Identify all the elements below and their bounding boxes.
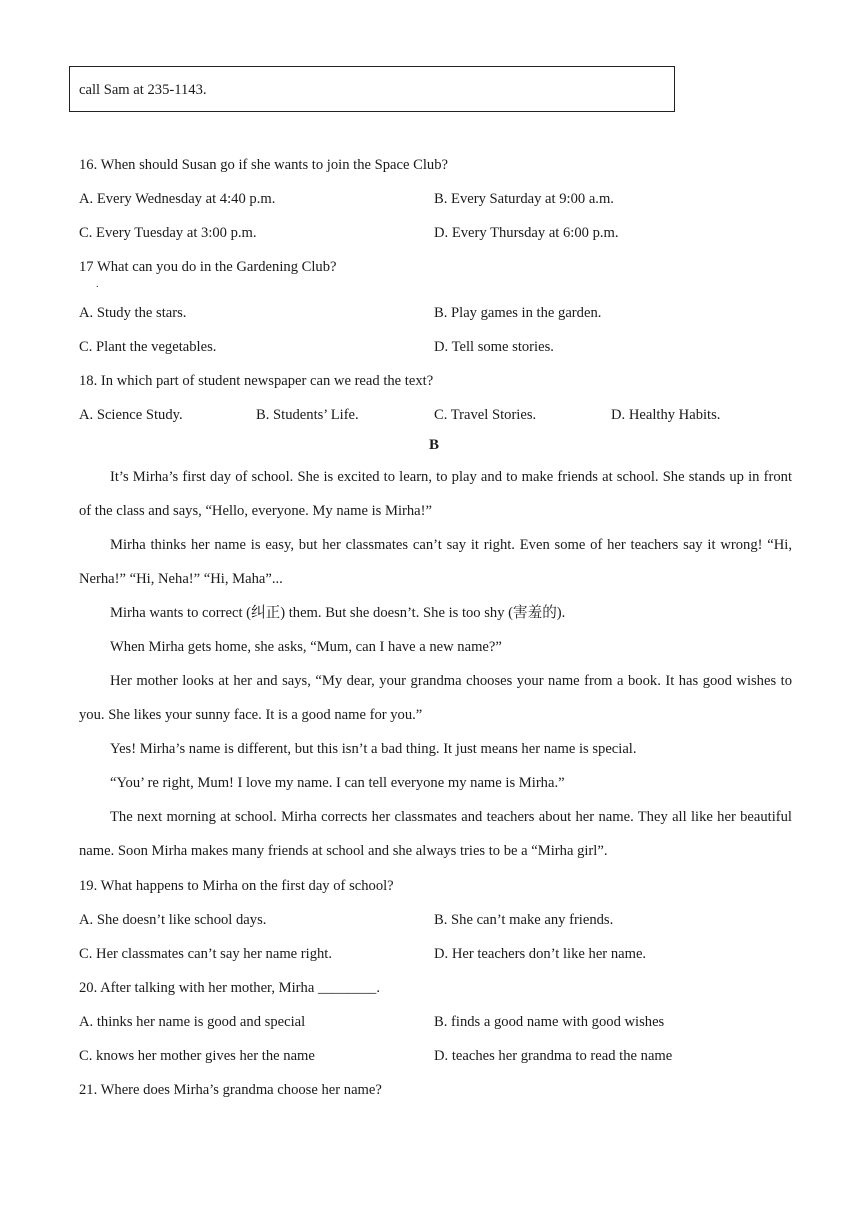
- q20-option-a: A. thinks her name is good and special: [79, 1014, 306, 1030]
- question-17: 17 What can you do in the Gardening Club?: [79, 259, 337, 275]
- section-b-title: B: [428, 437, 439, 453]
- q16-option-b: B. Every Saturday at 9:00 a.m.: [434, 191, 614, 207]
- q18-option-b: B. Students’ Life.: [256, 407, 359, 423]
- notice-box: [69, 66, 675, 112]
- q16-option-a: A. Every Wednesday at 4:40 p.m.: [79, 191, 276, 207]
- q19-option-a: A. She doesn’t like school days.: [79, 912, 267, 928]
- q18-option-d: D. Healthy Habits.: [611, 407, 721, 423]
- q16-option-c: C. Every Tuesday at 3:00 p.m.: [79, 225, 257, 241]
- q17-option-c: C. Plant the vegetables.: [79, 339, 217, 355]
- passage-paragraph-1: It’s Mirha’s first day of school. She is excited to learn, to play and to make friends at school. She stands up in front of the class and says, “Hello, everyone. My name is Mirha!”: [79, 469, 792, 519]
- q19-option-c: C. Her classmates can’t say her name right.: [79, 946, 333, 962]
- q20-option-b: B. finds a good name with good wishes: [434, 1014, 665, 1030]
- passage-paragraph-8: The next morning at school. Mirha corrects her classmates and teachers about her name. They all like her beautiful name. Soon Mirha makes many friends at school and she always tries to be a “Mirha girl”.: [79, 809, 792, 859]
- passage-paragraph-7: “You’ re right, Mum! I love my name. I can tell everyone my name is Mirha.”: [110, 775, 565, 791]
- q19-option-b: B. She can’t make any friends.: [434, 912, 614, 928]
- question-18: 18. In which part of student newspaper can we read the text?: [79, 373, 434, 389]
- stray-mark: .: [96, 279, 99, 290]
- passage-paragraph-6: Yes! Mirha’s name is different, but this isn’t a bad thing. It just means her name is special.: [110, 741, 637, 757]
- q17-option-b: B. Play games in the garden.: [434, 305, 602, 321]
- q16-option-d: D. Every Thursday at 6:00 p.m.: [434, 225, 619, 241]
- passage-paragraph-5: Her mother looks at her and says, “My dear, your grandma chooses your name from a book. It has good wishes to you. She likes your sunny face. It is a good name for you.”: [79, 673, 792, 723]
- passage-paragraph-4: When Mirha gets home, she asks, “Mum, can I have a new name?”: [110, 639, 502, 655]
- q18-option-a: A. Science Study.: [79, 407, 183, 423]
- q17-option-a: A. Study the stars.: [79, 305, 187, 321]
- question-21: 21. Where does Mirha’s grandma choose her name?: [79, 1082, 382, 1098]
- notice-text: call Sam at 235-1143.: [79, 82, 207, 98]
- q20-option-d: D. teaches her grandma to read the name: [434, 1048, 673, 1064]
- question-19: 19. What happens to Mirha on the first day of school?: [79, 878, 394, 894]
- question-20: 20. After talking with her mother, Mirha ________.: [79, 980, 380, 996]
- q18-option-c: C. Travel Stories.: [434, 407, 537, 423]
- passage-paragraph-3: Mirha wants to correct (纠正) them. But she doesn’t. She is too shy (害羞的).: [110, 605, 566, 621]
- passage-paragraph-2: Mirha thinks her name is easy, but her classmates can’t say it right. Even some of her teachers say it wrong! “Hi, Nerha!” “Hi, Neha!” “Hi, Maha”...: [79, 537, 792, 587]
- q20-option-c: C. knows her mother gives her the name: [79, 1048, 315, 1064]
- q19-option-d: D. Her teachers don’t like her name.: [434, 946, 647, 962]
- question-16: 16. When should Susan go if she wants to join the Space Club?: [79, 157, 448, 173]
- q17-option-d: D. Tell some stories.: [434, 339, 554, 355]
